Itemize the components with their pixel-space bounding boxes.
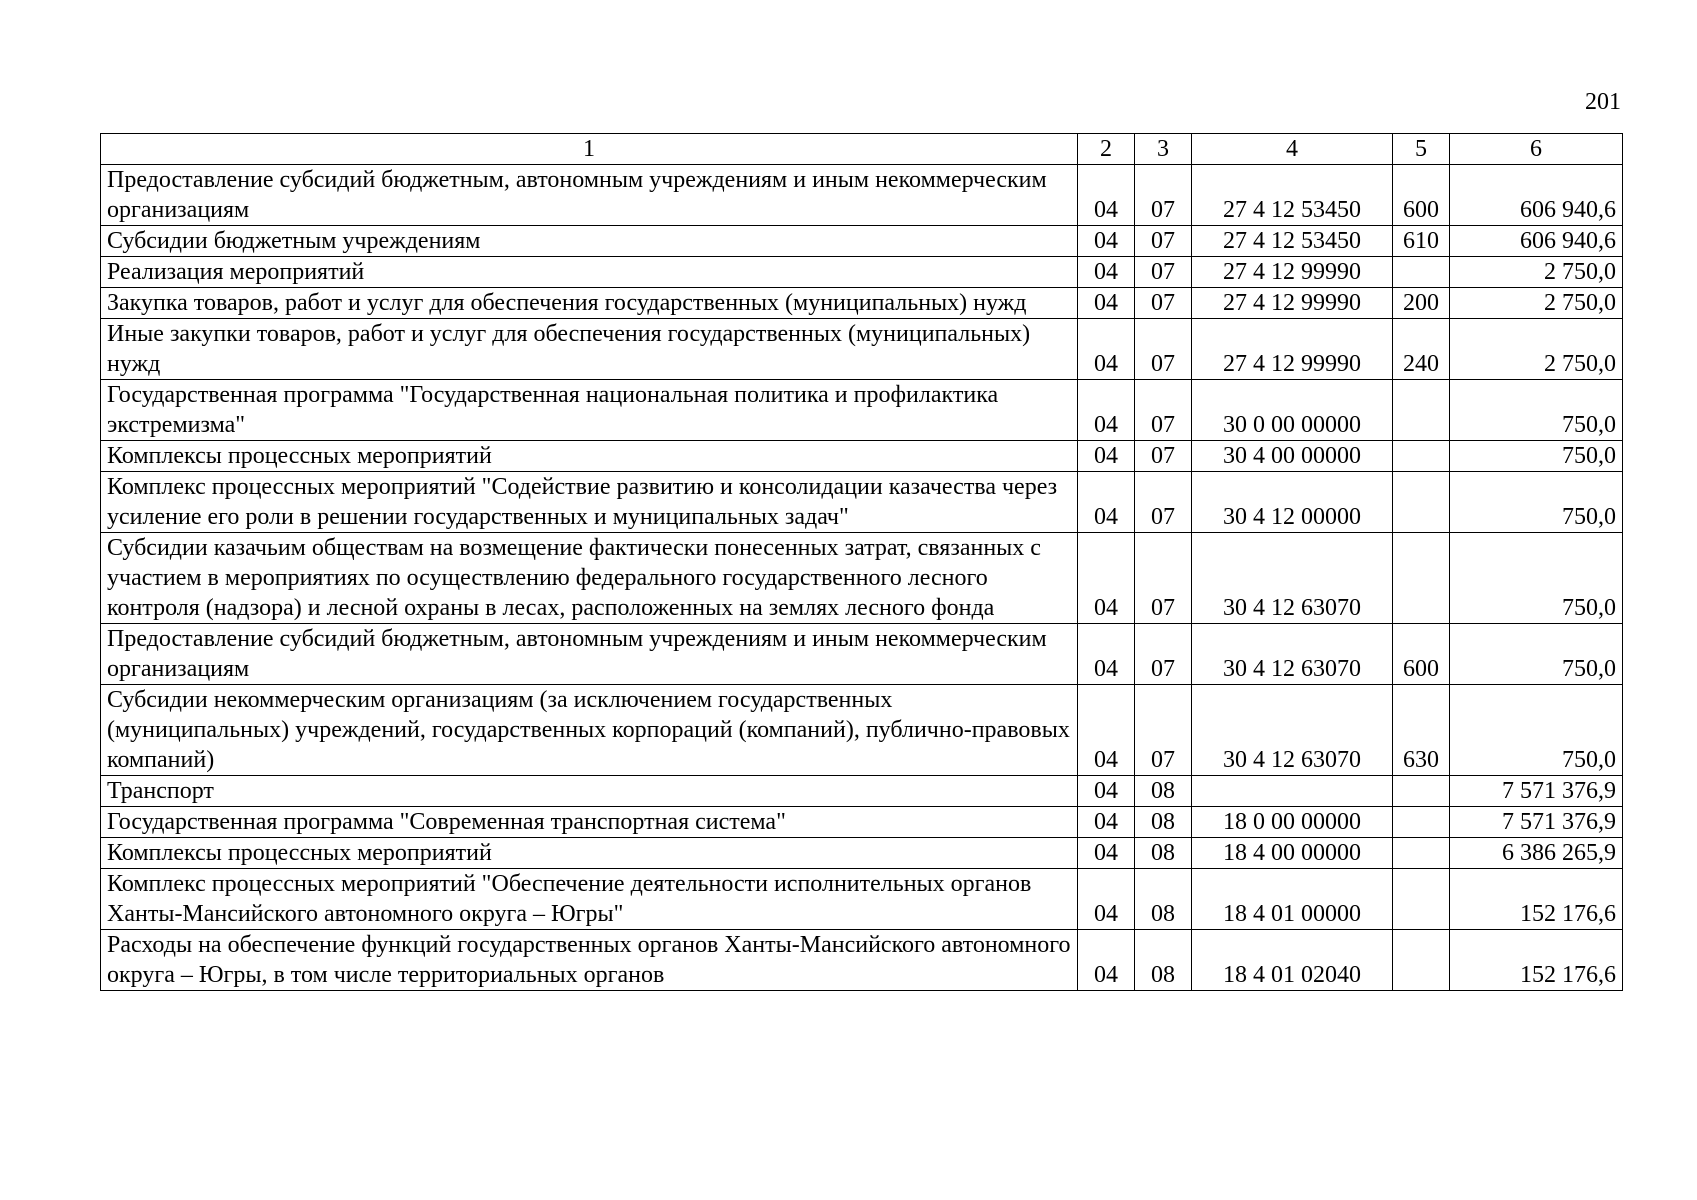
row-subsection-cell: 08 [1135, 776, 1192, 807]
table-row [101, 288, 1623, 319]
row-target-article-cell: 27 4 12 53450 [1192, 165, 1393, 226]
row-amount-cell: 750,0 [1450, 472, 1623, 533]
header-cell-sum: 6 [1450, 134, 1623, 165]
row-expense-type-cell: 240 [1393, 319, 1450, 380]
row-target-article-cell: 30 4 12 63070 [1192, 685, 1393, 776]
table-row [101, 441, 1623, 472]
row-target-article-cell: 27 4 12 99990 [1192, 288, 1393, 319]
row-section-cell: 04 [1078, 624, 1135, 685]
row-expense-type-cell: 200 [1393, 288, 1450, 319]
row-name-cell: Государственная программа "Государственная национальная политика и профилактика экстремизма" [101, 380, 1078, 441]
row-expense-type-cell [1393, 257, 1450, 288]
row-section-cell: 04 [1078, 807, 1135, 838]
row-amount-cell: 7 571 376,9 [1450, 776, 1623, 807]
row-amount-cell: 606 940,6 [1450, 226, 1623, 257]
row-subsection-cell: 08 [1135, 807, 1192, 838]
row-target-article-cell: 27 4 12 53450 [1192, 226, 1393, 257]
row-subsection-cell: 08 [1135, 869, 1192, 930]
row-subsection-cell: 07 [1135, 441, 1192, 472]
row-amount-cell: 750,0 [1450, 533, 1623, 624]
row-amount-cell: 750,0 [1450, 624, 1623, 685]
row-section-cell: 04 [1078, 869, 1135, 930]
row-section-cell: 04 [1078, 776, 1135, 807]
row-target-article-cell: 30 4 12 63070 [1192, 533, 1393, 624]
row-name-cell: Предоставление субсидий бюджетным, автономным учреждениям и иным некоммерческим организациям [101, 624, 1078, 685]
table-row [101, 319, 1623, 380]
row-amount-cell: 2 750,0 [1450, 257, 1623, 288]
row-subsection-cell: 07 [1135, 472, 1192, 533]
row-expense-type-cell [1393, 441, 1450, 472]
row-expense-type-cell [1393, 930, 1450, 991]
row-target-article-cell: 18 0 00 00000 [1192, 807, 1393, 838]
row-section-cell: 04 [1078, 319, 1135, 380]
row-amount-cell: 750,0 [1450, 441, 1623, 472]
row-section-cell: 04 [1078, 380, 1135, 441]
table-row [101, 869, 1623, 930]
row-amount-cell: 750,0 [1450, 685, 1623, 776]
row-expense-type-cell: 610 [1393, 226, 1450, 257]
table-row [101, 533, 1623, 624]
row-amount-cell: 2 750,0 [1450, 319, 1623, 380]
row-expense-type-cell [1393, 776, 1450, 807]
row-amount-cell: 2 750,0 [1450, 288, 1623, 319]
row-amount-cell: 750,0 [1450, 380, 1623, 441]
table-row [101, 226, 1623, 257]
row-amount-cell: 152 176,6 [1450, 869, 1623, 930]
row-amount-cell: 6 386 265,9 [1450, 838, 1623, 869]
row-target-article-cell: 30 0 00 00000 [1192, 380, 1393, 441]
header-cell-name: 1 [101, 134, 1078, 165]
row-section-cell: 04 [1078, 838, 1135, 869]
row-target-article-cell: 30 4 00 00000 [1192, 441, 1393, 472]
row-expense-type-cell [1393, 838, 1450, 869]
row-section-cell: 04 [1078, 472, 1135, 533]
table-row [101, 776, 1623, 807]
row-target-article-cell: 27 4 12 99990 [1192, 257, 1393, 288]
row-section-cell: 04 [1078, 685, 1135, 776]
row-expense-type-cell [1393, 380, 1450, 441]
table-row [101, 165, 1623, 226]
row-target-article-cell: 27 4 12 99990 [1192, 319, 1393, 380]
row-target-article-cell: 30 4 12 00000 [1192, 472, 1393, 533]
table-row [101, 807, 1623, 838]
row-subsection-cell: 07 [1135, 685, 1192, 776]
row-name-cell: Иные закупки товаров, работ и услуг для обеспечения государственных (муниципальных) нужд [101, 319, 1078, 380]
row-subsection-cell: 07 [1135, 288, 1192, 319]
row-subsection-cell: 07 [1135, 226, 1192, 257]
row-name-cell: Реализация мероприятий [101, 257, 1078, 288]
table-row [101, 685, 1623, 776]
row-name-cell: Расходы на обеспечение функций государственных органов Ханты-Мансийского автономного округа – Югры, в том числе территориальных органов [101, 930, 1078, 991]
row-subsection-cell: 07 [1135, 624, 1192, 685]
row-name-cell: Предоставление субсидий бюджетным, автономным учреждениям и иным некоммерческим организациям [101, 165, 1078, 226]
row-section-cell: 04 [1078, 257, 1135, 288]
table-body [101, 165, 1623, 991]
row-name-cell: Комплекс процессных мероприятий "Содействие развитию и консолидации казачества через усиление его роли в решении государственных и муниципальных задач" [101, 472, 1078, 533]
table-row [101, 838, 1623, 869]
row-section-cell: 04 [1078, 226, 1135, 257]
row-name-cell: Комплексы процессных мероприятий [101, 441, 1078, 472]
table-row [101, 257, 1623, 288]
row-section-cell: 04 [1078, 533, 1135, 624]
row-subsection-cell: 08 [1135, 838, 1192, 869]
row-expense-type-cell [1393, 807, 1450, 838]
row-subsection-cell: 07 [1135, 319, 1192, 380]
row-subsection-cell: 07 [1135, 257, 1192, 288]
header-cell-rz: 2 [1078, 134, 1135, 165]
row-name-cell: Государственная программа "Современная транспортная система" [101, 807, 1078, 838]
row-subsection-cell: 07 [1135, 380, 1192, 441]
table-row [101, 472, 1623, 533]
header-cell-csr: 4 [1192, 134, 1393, 165]
row-name-cell: Субсидии бюджетным учреждениям [101, 226, 1078, 257]
row-amount-cell: 152 176,6 [1450, 930, 1623, 991]
budget-table [100, 133, 1623, 991]
row-expense-type-cell: 600 [1393, 624, 1450, 685]
table-row [101, 624, 1623, 685]
row-section-cell: 04 [1078, 288, 1135, 319]
row-name-cell: Комплексы процессных мероприятий [101, 838, 1078, 869]
row-section-cell: 04 [1078, 165, 1135, 226]
row-target-article-cell: 18 4 01 00000 [1192, 869, 1393, 930]
row-expense-type-cell: 600 [1393, 165, 1450, 226]
row-section-cell: 04 [1078, 441, 1135, 472]
row-amount-cell: 7 571 376,9 [1450, 807, 1623, 838]
row-amount-cell: 606 940,6 [1450, 165, 1623, 226]
row-subsection-cell: 07 [1135, 533, 1192, 624]
page-number: 201 [1585, 89, 1621, 115]
row-name-cell: Закупка товаров, работ и услуг для обеспечения государственных (муниципальных) нужд [101, 288, 1078, 319]
table-row [101, 930, 1623, 991]
row-section-cell: 04 [1078, 930, 1135, 991]
header-cell-vr: 5 [1393, 134, 1450, 165]
row-name-cell: Субсидии некоммерческим организациям (за исключением государственных (муниципальных) учреждений, государственных корпораций (компаний), публично-правовых компаний) [101, 685, 1078, 776]
row-subsection-cell: 07 [1135, 165, 1192, 226]
row-target-article-cell: 18 4 00 00000 [1192, 838, 1393, 869]
row-expense-type-cell: 630 [1393, 685, 1450, 776]
row-expense-type-cell [1393, 869, 1450, 930]
table-row [101, 380, 1623, 441]
row-name-cell: Субсидии казачьим обществам на возмещение фактически понесенных затрат, связанных с участием в мероприятиях по осуществлению федерального государственного лесного контроля (надзора) и лесной охраны в лесах, расположенных на землях лесного фонда [101, 533, 1078, 624]
row-expense-type-cell [1393, 533, 1450, 624]
table-header-row [101, 134, 1623, 165]
row-target-article-cell: 30 4 12 63070 [1192, 624, 1393, 685]
row-target-article-cell [1192, 776, 1393, 807]
row-expense-type-cell [1393, 472, 1450, 533]
row-target-article-cell: 18 4 01 02040 [1192, 930, 1393, 991]
row-name-cell: Комплекс процессных мероприятий "Обеспечение деятельности исполнительных органов Ханты-Мансийского автономного округа – Югры" [101, 869, 1078, 930]
row-subsection-cell: 08 [1135, 930, 1192, 991]
header-cell-pr: 3 [1135, 134, 1192, 165]
row-name-cell: Транспорт [101, 776, 1078, 807]
